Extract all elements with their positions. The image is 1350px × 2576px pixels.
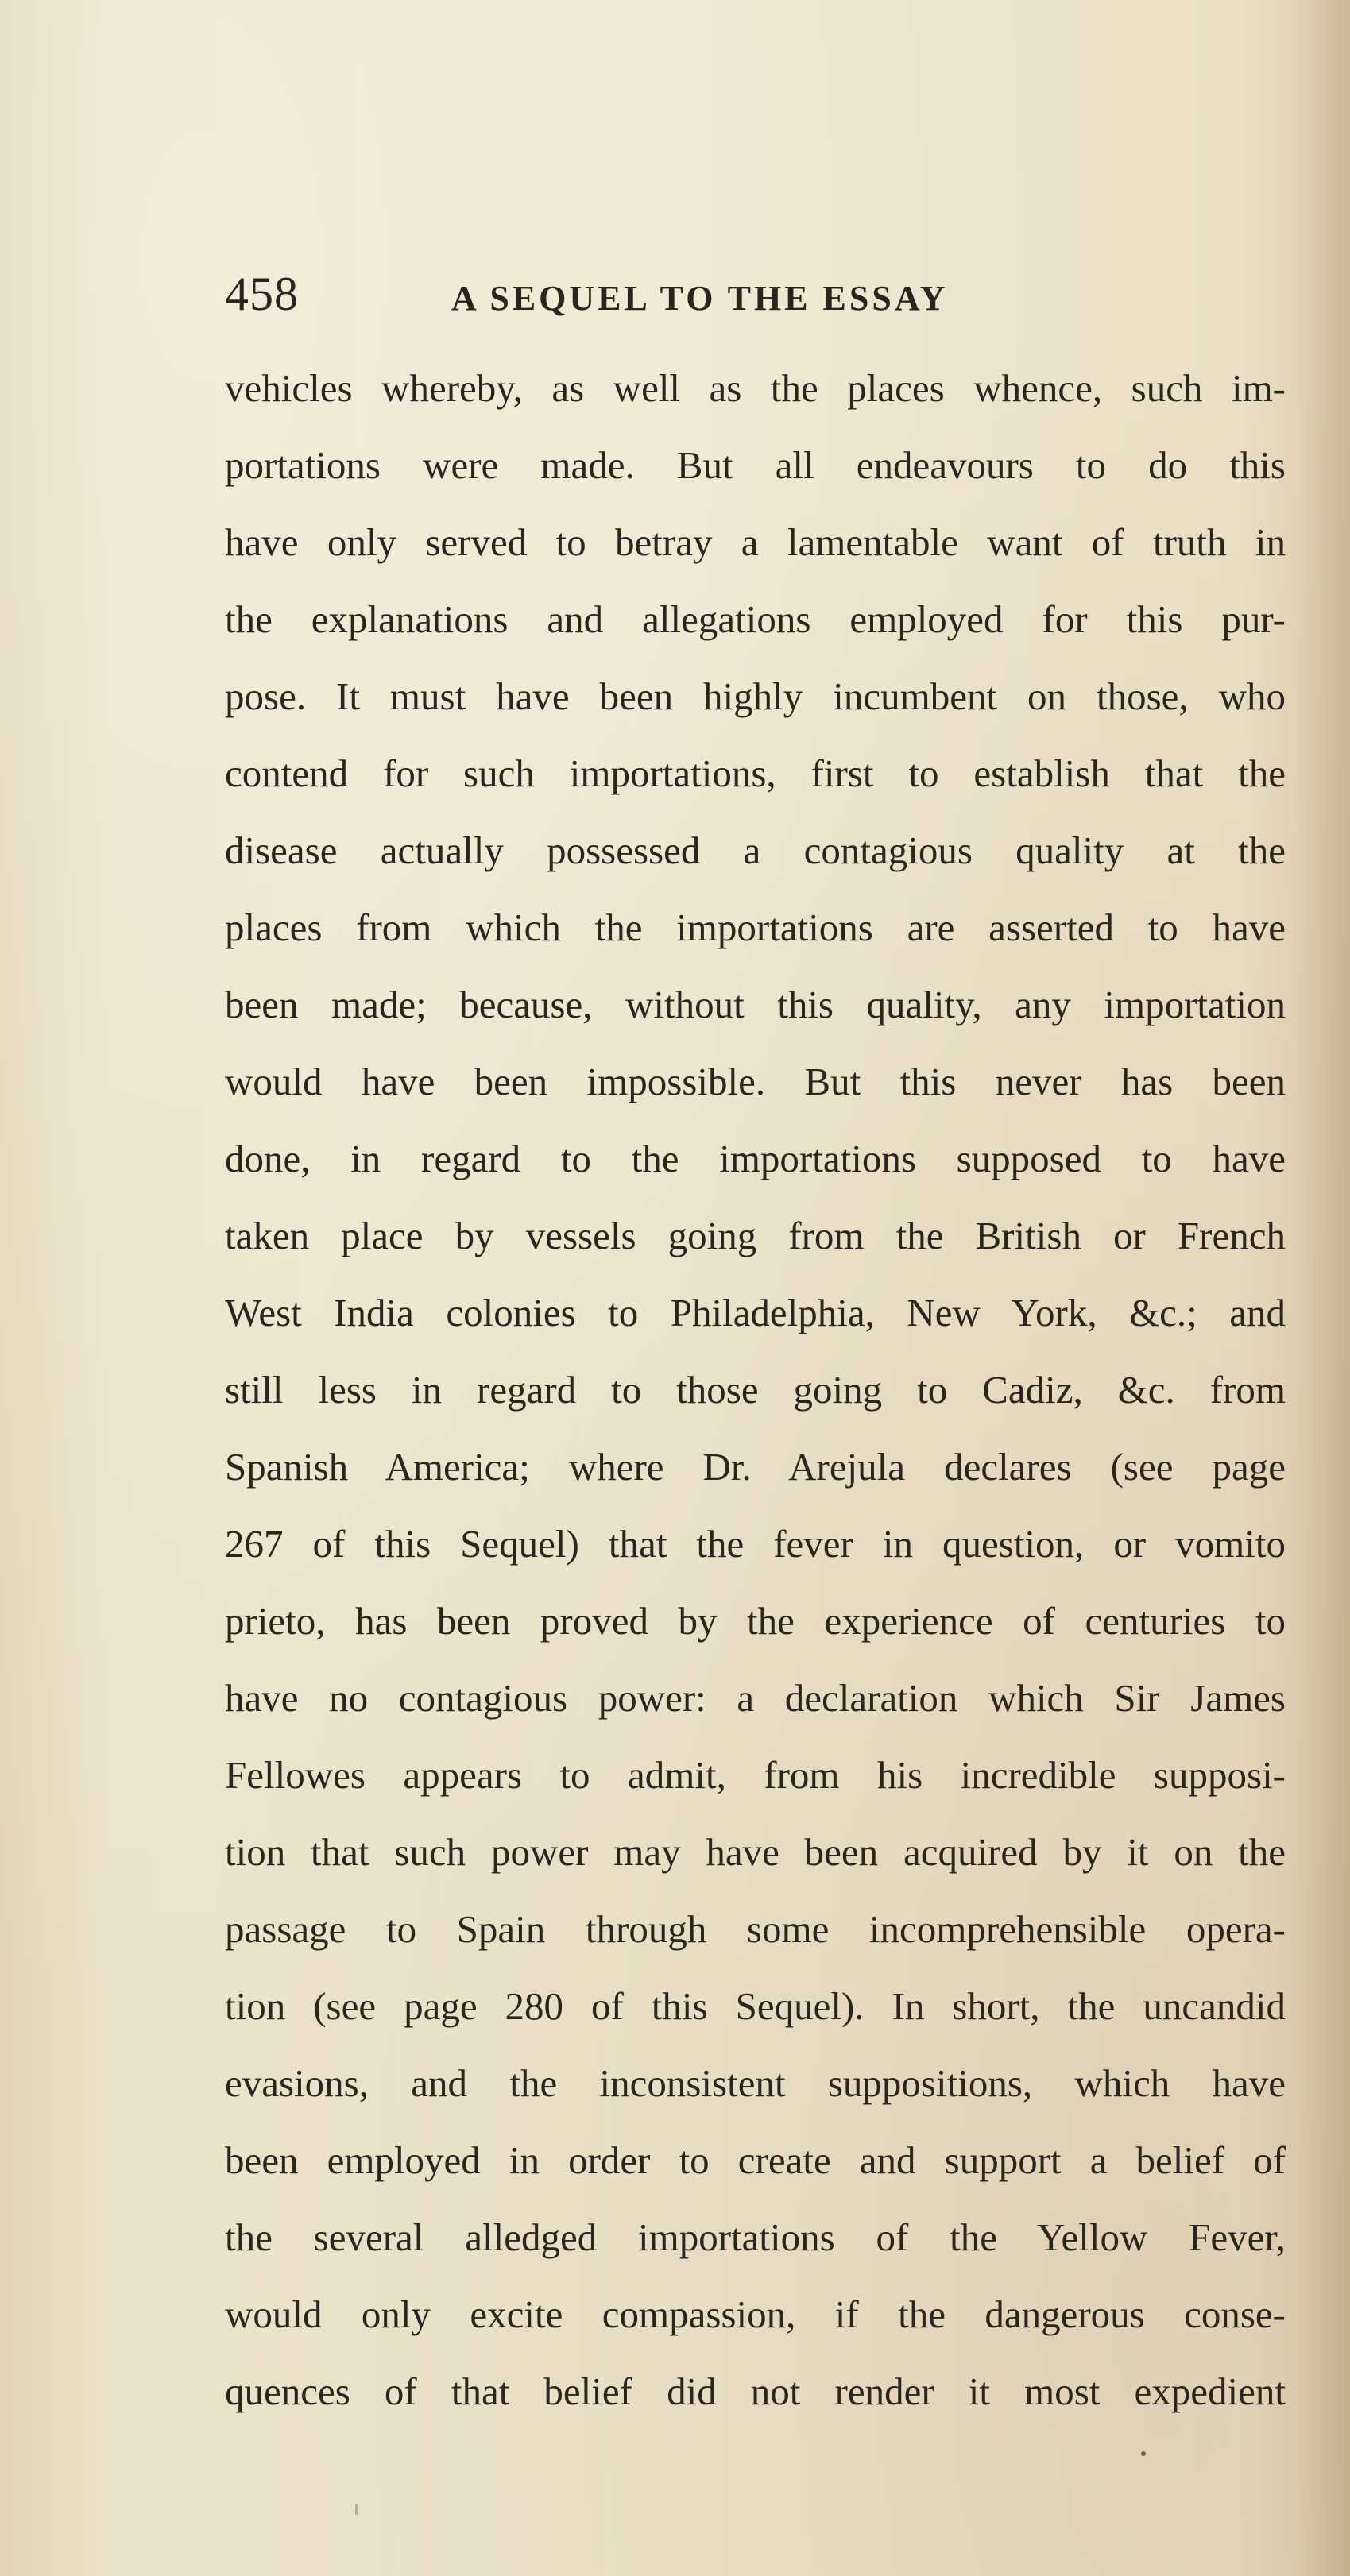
text-line: Fellowes appears to admit, from his incredible supposi- <box>225 1753 1286 1797</box>
text-line: passage to Spain through some incomprehensible opera- <box>225 1907 1286 1951</box>
text-line: evasions, and the inconsistent suppositions, which have <box>225 2061 1286 2105</box>
text-line: places from which the importations are asserted to have <box>225 906 1286 949</box>
text-line: would have been impossible. But this never has been <box>225 1060 1286 1103</box>
body-text <box>225 350 1286 2430</box>
text-line: Spanish America; where Dr. Arejula declares (see page <box>225 1445 1286 1489</box>
text-line: contend for such importations, first to establish that the <box>225 751 1286 795</box>
paper-mark <box>355 2504 358 2515</box>
text-line: have no contagious power: a declaration which Sir James <box>225 1676 1286 1720</box>
text-line: pose. It must have been highly incumbent on those, who <box>225 674 1286 718</box>
text-line: have only served to betray a lamentable want of truth in <box>225 520 1286 564</box>
page-header <box>225 262 1274 326</box>
text-line: done, in regard to the importations supposed to have <box>225 1137 1286 1180</box>
page-number: 458 <box>225 268 299 320</box>
text-line: been made; because, without this quality, any importation <box>225 983 1286 1026</box>
text-line: would only excite compassion, if the dangerous conse- <box>225 2292 1286 2336</box>
text-line: 267 of this Sequel) that the fever in question, or vomito <box>225 1522 1286 1566</box>
text-line: quences of that belief did not render it most expedient <box>225 2369 1286 2413</box>
text-line: disease actually possessed a contagious quality at the <box>225 828 1286 872</box>
text-line: taken place by vessels going from the British or French <box>225 1214 1286 1257</box>
page-edge-shadow <box>1294 0 1350 2576</box>
text-line: been employed in order to create and support a belief of <box>225 2138 1286 2182</box>
text-line: the explanations and allegations employed for this pur- <box>225 597 1286 641</box>
text-line: vehicles whereby, as well as the places whence, such im- <box>225 366 1286 410</box>
text-line: tion that such power may have been acquired by it on the <box>225 1830 1286 1874</box>
text-line: still less in regard to those going to Cadiz, &c. from <box>225 1368 1286 1412</box>
text-line: portations were made. But all endeavours to do this <box>225 443 1286 487</box>
ink-speck <box>1141 2451 1146 2456</box>
text-line: tion (see page 280 of this Sequel). In short, the uncandid <box>225 1984 1286 2028</box>
text-line: West India colonies to Philadelphia, New York, &c.; and <box>225 1291 1286 1334</box>
running-title: A SEQUEL TO THE ESSAY <box>451 279 949 318</box>
text-line: prieto, has been proved by the experience of centuries to <box>225 1599 1286 1643</box>
text-line: the several alledged importations of the Yellow Fever, <box>225 2215 1286 2259</box>
